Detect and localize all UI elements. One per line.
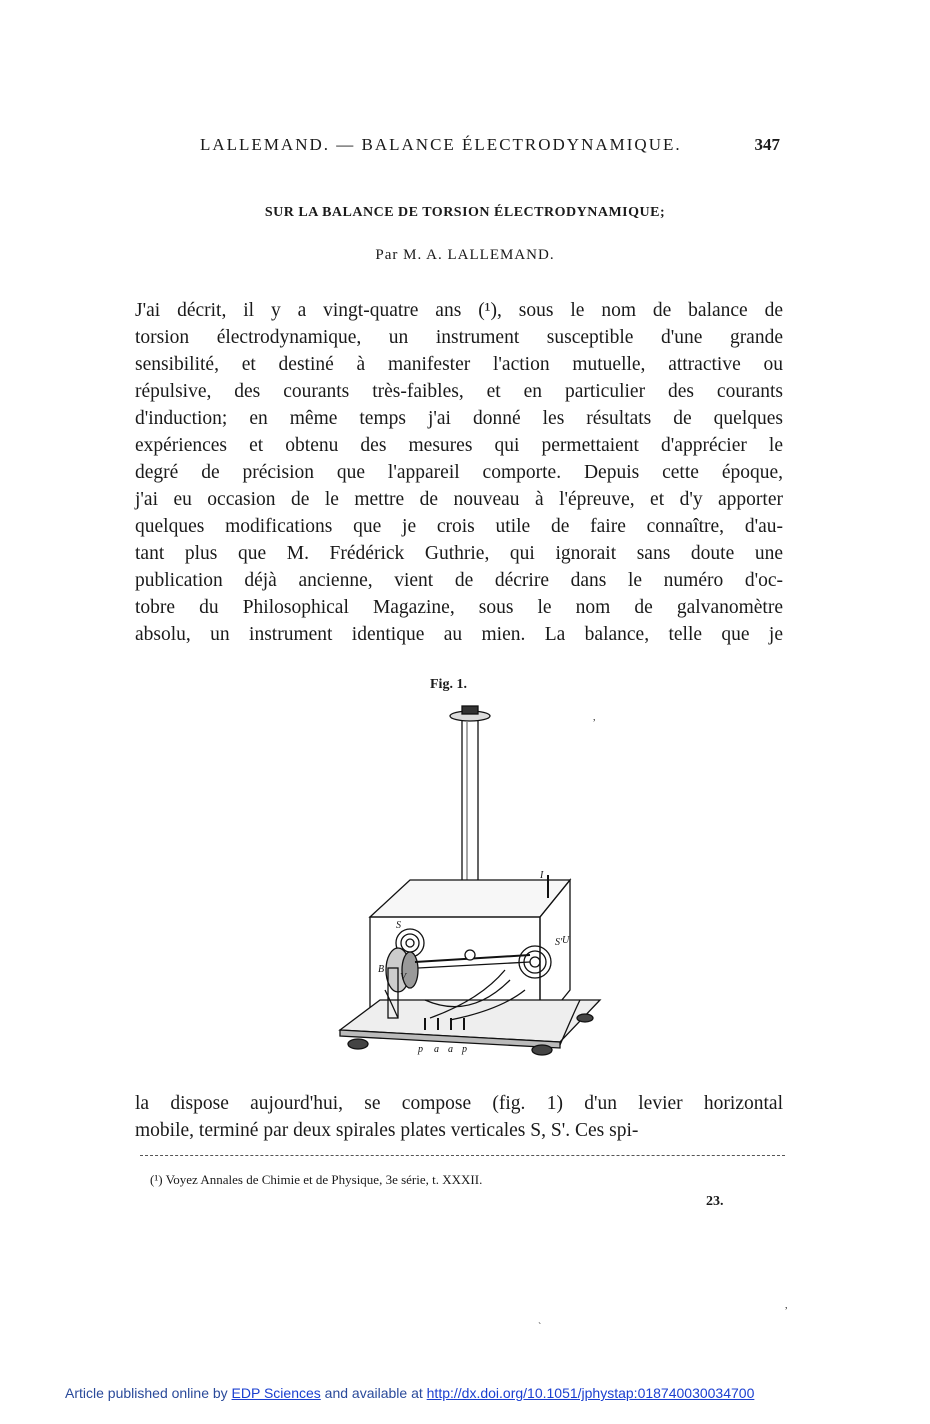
text-line: tobre du Philosophical Magazine, sous le nom de galvanomètre [135, 597, 783, 618]
text-line: tant plus que M. Frédérick Guthrie, qui ignorait sans doute une [135, 543, 783, 564]
figure-label: a [434, 1044, 439, 1055]
text-line: sensibilité, et destiné à manifester l'action mutuelle, attractive ou [135, 354, 783, 375]
text-line: j'ai eu occasion de le mettre de nouveau à l'épreuve, et d'y apporter [135, 489, 783, 510]
torsion-balance-illustration [330, 700, 610, 1065]
signature-mark: 23. [706, 1194, 724, 1209]
text-line: mobile, terminé par deux spirales plates verticales S, S'. Ces spi- [135, 1120, 639, 1141]
figure-label: I [540, 870, 544, 881]
footer-credit [65, 1385, 865, 1401]
figure-label: S' [555, 937, 563, 948]
figure-label: p [462, 1044, 467, 1055]
text-line: absolu, un instrument identique au mien. La balance, telle que je [135, 624, 783, 645]
stray-mark: , [785, 1300, 788, 1311]
footnote-divider [140, 1155, 785, 1156]
stray-mark: , [593, 712, 596, 723]
footer-middle: and available at [324, 1385, 423, 1401]
figure-caption: Fig. 1. [430, 677, 467, 692]
article-author: Par M. A. LALLEMAND. [375, 247, 555, 263]
text-line: répulsive, des courants très-faibles, et en particulier des courants [135, 381, 783, 402]
text-line: la dispose aujourd'hui, se compose (fig. 1) d'un levier horizontal [135, 1093, 783, 1114]
running-head-text: LALLEMAND. — BALANCE ÉLECTRODYNAMIQUE. [200, 135, 682, 154]
publisher-link[interactable]: EDP Sciences [231, 1385, 321, 1401]
figure-label: V [400, 972, 407, 983]
stray-mark: ` [538, 1322, 542, 1333]
paragraph-1 [135, 297, 783, 648]
text-line: publication déjà ancienne, vient de décrire dans le numéro d'oc- [135, 570, 783, 591]
figure-label: B [378, 964, 385, 975]
text-line: J'ai décrit, il y a vingt-quatre ans (¹), sous le nom de balance de [135, 300, 783, 321]
page-number: 347 [754, 135, 780, 154]
doi-link[interactable]: http://dx.doi.org/10.1051/jphystap:018740030034700 [426, 1385, 755, 1401]
text-line: torsion électrodynamique, un instrument susceptible d'une grande [135, 327, 783, 348]
figure-label: p [418, 1044, 423, 1055]
figure-label: a [448, 1044, 453, 1055]
footnote: (¹) Voyez Annales de Chimie et de Physique, 3e série, t. XXXII. [150, 1172, 483, 1187]
footer-prefix: Article published online by [65, 1385, 228, 1401]
figure-label: U [562, 935, 570, 946]
paragraph-2 [135, 1090, 783, 1144]
text-line: d'induction; en même temps j'ai donné les résultats de quelques [135, 408, 783, 429]
text-line: expériences et obtenu des mesures qui permettaient d'apprécier le [135, 435, 783, 456]
article-title: SUR LA BALANCE DE TORSION ÉLECTRODYNAMIQUE; [264, 205, 666, 220]
running-head [200, 135, 780, 159]
apparatus-figure [330, 700, 610, 1065]
text-line: quelques modifications que je crois utile de faire connaître, d'au- [135, 516, 783, 537]
figure-label: S [396, 920, 401, 931]
text-line: degré de précision que l'appareil comporte. Depuis cette époque, [135, 462, 783, 483]
